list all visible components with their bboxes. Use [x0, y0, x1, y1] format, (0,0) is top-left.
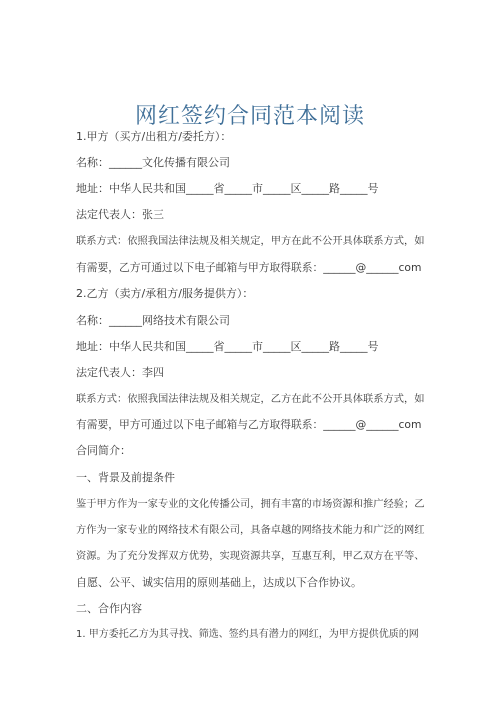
party-a-contact-line-1: 联系方式：依照我国法律法规及相关规定，甲方在此不公开具体联系方式，如 — [76, 235, 425, 247]
contract-summary-heading: 合同简介： — [76, 444, 131, 457]
section-heading-background: 一、背景及前提条件 — [76, 471, 175, 484]
party-b-address: 地址：中华人民共和国_____省_____市_____区_____路_____号 — [76, 340, 379, 353]
party-b-representative: 法定代表人：李四 — [76, 366, 164, 379]
party-a-heading: 1.甲方（买方/出租方/委托方）： — [76, 130, 232, 143]
party-b-name: 名称：______网络技术有限公司 — [76, 314, 230, 327]
party-b-contact-line-1: 联系方式：依照我国法律法规及相关规定，乙方在此不公开具体联系方式，如 — [76, 393, 425, 405]
section-heading-cooperation: 二、合作内容 — [76, 602, 142, 615]
background-paragraph-line-4: 自愿、公平、诚实信用的原则基础上，达成以下合作协议。 — [76, 576, 362, 589]
background-paragraph-line-3: 资源。为了充分发挥双方优势，实现资源共享，互惠互利，甲乙双方在平等、 — [76, 550, 425, 562]
party-b-contact-line-2: 有需要，甲方可通过以下电子邮箱与乙方取得联系：______@______com — [76, 418, 422, 431]
document-title: 网红签约合同范本阅读 — [134, 103, 365, 129]
party-a-name: 名称：______文化传播有限公司 — [76, 156, 230, 169]
background-paragraph-line-1: 鉴于甲方作为一家专业的文化传播公司，拥有丰富的市场资源和推广经验；乙 — [76, 498, 425, 510]
party-a-representative: 法定代表人：张三 — [76, 208, 164, 221]
party-a-contact-line-2: 有需要，乙方可通过以下电子邮箱与甲方取得联系：______@______com — [76, 261, 422, 274]
background-paragraph-line-2: 方作为一家专业的网络技术有限公司，具备卓越的网络技术能力和广泛的网红 — [76, 524, 425, 536]
party-b-heading: 2.乙方（卖方/承租方/服务提供方）： — [76, 287, 254, 300]
cooperation-item-1: 1. 甲方委托乙方为其寻找、筛选、签约具有潜力的网红，为甲方提供优质的网 — [76, 629, 419, 640]
party-a-address: 地址：中华人民共和国_____省_____市_____区_____路_____号 — [76, 182, 379, 195]
